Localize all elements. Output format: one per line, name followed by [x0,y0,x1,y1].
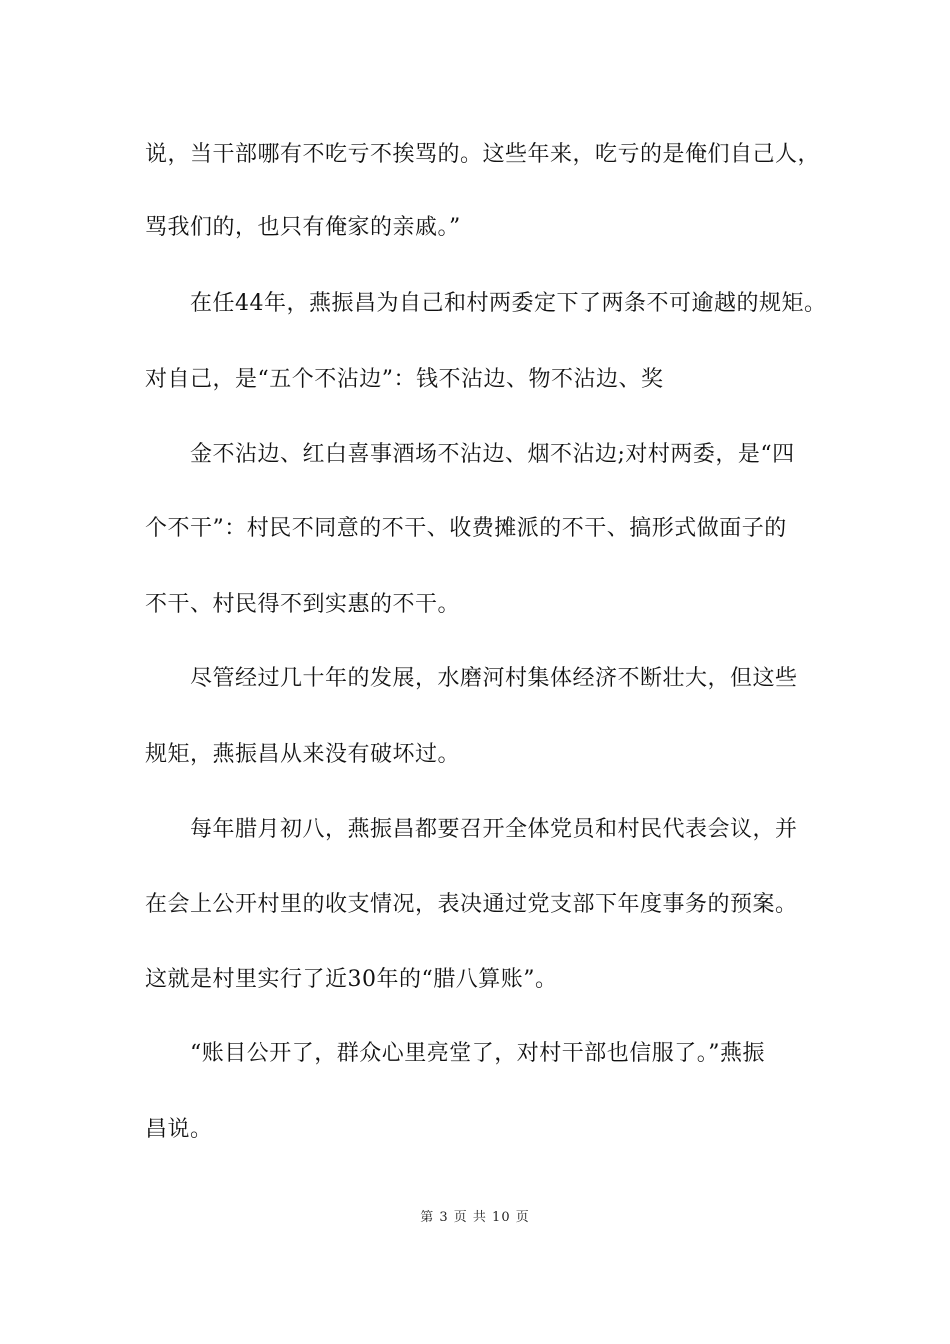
text-line-12: 这就是村里实行了近30年的“腊八算账”。 [145,967,558,992]
text-line-10: 每年腊月初八，燕振昌都要召开全体党员和村民代表会议，并 [190,817,798,842]
text-line-9: 规矩，燕振昌从来没有破坏过。 [145,742,461,767]
text-line-13: “账目公开了，群众心里亮堂了，对村干部也信服了。”燕振 [190,1041,765,1066]
text-line-8: 尽管经过几十年的发展，水磨河村集体经济不断壮大，但这些 [190,666,798,691]
text-line-2: 骂我们的，也只有俺家的亲戚。” [145,215,461,240]
page-footer [0,1208,950,1228]
text-line-5: 金不沾边、红白喜事酒场不沾边、烟不沾边;对村两委，是“四 [190,442,795,467]
text-line-6: 个不干”：村民不同意的不干、收费摊派的不干、搞形式做面子的 [145,516,787,541]
text-line-1: 说，当干部哪有不吃亏不挨骂的。这些年来，吃亏的是俺们自己人， [145,142,821,167]
page-number-label: 第 3 页 共 10 页 [420,1210,530,1225]
text-line-4: 对自己，是“五个不沾边”：钱不沾边、物不沾边、奖 [145,367,664,392]
text-line-3: 在任44年，燕振昌为自己和村两委定下了两条不可逾越的规矩。 [190,291,827,316]
text-line-14: 昌说。 [145,1117,213,1142]
text-line-7: 不干、村民得不到实惠的不干。 [145,592,461,617]
text-line-11: 在会上公开村里的收支情况，表决通过党支部下年度事务的预案。 [145,892,798,917]
